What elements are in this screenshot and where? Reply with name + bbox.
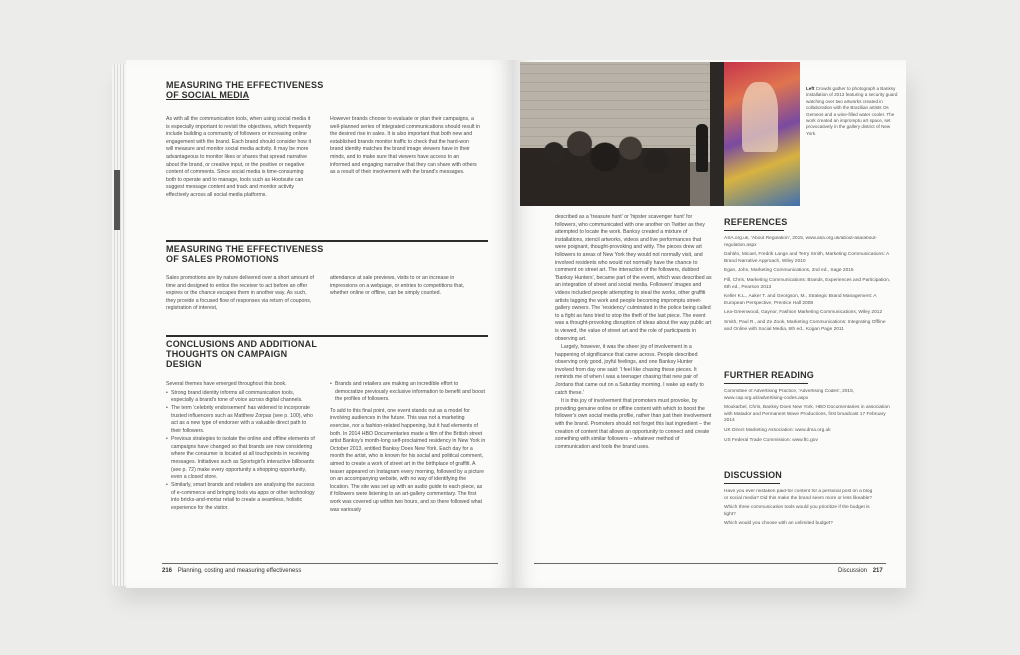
sales-promotions-col1: Sales promotions are by nature delivered over a short amount of time and designed to entice the receiver to act before an offer expires or the chance escapes them in another way. As such, they provide a focused flow of responses via return of coupons, registration of interest, [166, 275, 314, 312]
caption-label: Left [806, 86, 815, 91]
heading-line: MEASURING THE EFFECTIVENESS [166, 80, 324, 90]
sales-promotions-col2: attendance at sale previews, visits to or an increase in impressions on a webpage, or entries to competitions that, whether online or offline, can be simply counted. [330, 275, 465, 297]
discussion-list [724, 489, 874, 549]
footer-rule [534, 563, 886, 564]
references-rule [724, 230, 784, 231]
discussion-rule [724, 483, 780, 484]
list-item: • Similarly, smart brands and retailers are analysing the success of e-commerce and bringing tools via apps or other technology into bricks-and-mortar retail to create a seamless, holistic experience for the visitor. [166, 482, 316, 512]
social-media-col1: As with all the communication tools, when using social media it is especially important to revisit the objectives, which frequently include building a community of followers or increasing online engagement with the brand. Each brand should consider how it will measure and monitor social media activity. It may be more advantageous to monitor likes or shares that spread narrative about the brand, or creative input, or the positive or negative content of comments. Since social media is time-consuming both to operate and to manage, tools such as Hootsuite can suggest message content and track and monitor activity effectively across all social media platforms. [166, 116, 312, 198]
reference-item: Smith, Paul R., and Ze Zook, Marketing Communications: Integrating Offline and Online with Social Media, 5th ed., Kogan Page 2011 [724, 319, 886, 332]
reading-item: US Federal Trade Commission: www.ftc.gov [724, 437, 818, 443]
banksy-crowd-photo [520, 62, 800, 206]
heading-line: MEASURING THE EFFECTIVENESS [166, 244, 324, 254]
reference-item: Egan, John, Marketing Communications, 2nd ed., Sage 2015 [724, 268, 854, 274]
heading-line: OF SOCIAL MEDIA [166, 90, 250, 100]
reference-item: Keller K.L., Aaker T. and Georgson, M., Strategic Brand Management: A European Perspective, Prentice Hall 2008 [724, 294, 877, 306]
section-heading-social-media [166, 80, 323, 100]
heading-line: CONCLUSIONS AND ADDITIONAL [166, 339, 318, 349]
left-footer [162, 568, 301, 574]
running-title: Planning, costing and measuring effectiveness [177, 568, 302, 574]
references-heading: REFERENCES [724, 217, 788, 227]
reference-item: Fill, Chris, Marketing Communications: Brands, Experiences and Participation, 6th ed., Pearson 2013 [724, 277, 891, 290]
discussion-heading: DISCUSSION [724, 470, 783, 480]
discussion-item: Which would you choose with an unlimited budget? [724, 521, 833, 527]
conclusions-col2 [330, 381, 486, 553]
heading-line: OF SALES PROMOTIONS [166, 254, 279, 264]
list-item: • Previous strategies to isolate the online and offline elements of campaigns have changed so that brands are now considering where the consumer is located at all touchpoints in receiving messages. Initiatives such as Sportsgirl's interactive billboards (see p. 72) make every opportunity a shopping opportunity, even a closed store. [166, 436, 316, 482]
reference-item: Lea-Greenwood, Gaynor, Fashion Marketing Communications, Wiley 2012 [724, 310, 883, 316]
conclusions-col1 [166, 381, 316, 553]
references-list [724, 236, 894, 354]
section-rule [166, 335, 488, 337]
list-item: • The term 'celebrity endorsement' has widened to incorporate trusted influencers such as Matthew Zorpas (see p. 100), who act as a new type of endorser with a valuable direct path to their followers. [166, 405, 316, 435]
list-item: • Strong brand identity informs all communication tools, especially a brand's tone of voice across digital channels. [166, 390, 316, 405]
reading-item: UK Direct Marketing Association: www.dma.org.uk [724, 427, 831, 433]
photo-caption [806, 86, 898, 137]
photo-pillar [710, 62, 724, 206]
page-number: 216 [162, 568, 173, 574]
social-media-col2: However brands choose to evaluate or plan their campaigns, a well-planned series of integrated communications should result in the desired rise in sales. It is also important that both new and established brands monitor traffic to check that the hard-won brand identity matches the brand image viewers have in their minds, and to make sure that viewers have access to an informed and engaging narrative that they can share with others as a result of their involvement with the brand's messages. [330, 116, 480, 176]
reference-item: ASA.org.uk, 'About Regulation', 2015, www.asa.org.uk/about-asa/about-regulation.aspx [724, 236, 878, 248]
conclusions-bullet-list-2 [330, 381, 486, 404]
section-label: Discussion [838, 568, 868, 574]
reference-item: Dahlén, Micael, Fredrik Lange and Terry Smith, Marketing Communications: A Brand Narrative Approach, Wiley 2010 [724, 252, 889, 264]
body-paragraph: It is this joy of involvement that promoters must provoke, by providing genuine online or offline content with which to boost the follower's own social media profile, rather than just their involvement with the brand. Promoters should not forget this last ingredient – the creation of content that allows an opportunity to connect and create something with similar followers – whatever method of communication and tools the brand uses. [555, 398, 712, 450]
heading-line: DESIGN [166, 359, 202, 369]
reading-item: Moukarbel, Chris, Banksy Does New York, HBO Documentaries in association with Matador and Permanent Wave Productions, first broadcast 17 February 2014 [724, 405, 890, 424]
section-heading-sales-promotions [166, 244, 323, 264]
conclusions-bullet-list [166, 390, 316, 513]
right-footer [838, 568, 883, 574]
photo-crowd [520, 117, 690, 206]
photo-mural-detail [742, 82, 778, 152]
heading-line: THOUGHTS ON CAMPAIGN [166, 349, 288, 359]
list-item: • Brands and retailers are making an incredible effort to democratize previously exclusive information to benefit and boost the profiles of followers. [330, 381, 486, 404]
section-heading-conclusions [166, 339, 317, 369]
body-paragraph: described as a 'treasure hunt' or 'hipster scavenger hunt' for followers, who communicated with one another on Twitter as they attempted to locate the work. Banksy created a mixture of installations, stencil artworks, videos and live performances that were poignant, thought-provoking and witty. The pieces drew art followers to areas of New York they would not normally visit, and involved residents who would not normally have the chance to comment on street art. The interaction of the followers, dubbed 'Banksy Hunters', became part of the event, which was described as an integration of street and social media. Followers' images and videos included people attempting to steal the works, other graffiti artists tagging the work and people becoming impromptu street-gallery owners. The 'residency' culminated in the police being called to a fight as fans tried to stop the theft of the last piece. The event was a thought-provoking disruption of ideas about the way public art is viewed, the value of street art and the role of participants in observing art. [555, 214, 712, 342]
photo-security-guard [696, 124, 708, 172]
discussion-item: Have you ever mistaken paid-for content for a personal post on a blog or social media? Did this make the brand seem more or less likeable? [724, 489, 873, 501]
page-edge-marker [114, 170, 120, 230]
further-reading-heading: FURTHER READING [724, 370, 814, 380]
discussion-item: Which three communication tools would you prioritize if the budget is tight? [724, 505, 870, 517]
right-body-col [555, 214, 713, 554]
body-paragraph: Largely, however, it was the sheer joy of involvement in a happening of significance that came across. People described observing only good, joyful feelings, and one Banksy Hunter involved from day one said: 'I feel like chasing these pieces. It reminds me of when I was a teenager chasing that new pair of Jordans that came out on a Saturday morning. I wake up early to catch these.' [555, 344, 704, 396]
conclusions-intro: Several themes have emerged throughout this book. [166, 381, 287, 387]
banksy-text: To add to this final point, one event stands out as a model for involving audiences in the future. This was not a marketing exercise, nor a fashion-related happening, but it had elements of both. In 2014 HBO Documentaries made a film of the British street artist Banksy's month-long self-proclaimed residency in New York in October 2013, entitled Banksy Does New York. Each day for a month the artist, who is known for his social and political comment, aimed to create a work of street art in the birthplace of graffiti. A teaser appeared on Instagram every morning, followed by a picture on an accompanying website, with no way of identifying the location. The site was set up with an audio guide to each piece, as if followers were listening to an art-gallery commentary. The first work was covered up within two hours, and so there followed what was variously [330, 407, 486, 513]
section-rule [166, 240, 488, 242]
page-number: 217 [872, 568, 883, 574]
caption-text: Crowds gather to photograph a Banksy installation of 2013 featuring a security guard watching over two artworks created in collaboration with the Brazilian artists Os Gemeos and a wine-filled water cooler. The work created an impromptu art space, set provocatively in the gallery district of New York. [806, 86, 898, 136]
reading-item: Committee of Advertising Practice, 'Advertising Codes', 2015, www.cap.org.uk/advertising-codes.aspx [724, 389, 855, 401]
footer-rule [162, 563, 498, 564]
further-reading-rule [724, 383, 808, 384]
further-reading-list [724, 389, 894, 451]
